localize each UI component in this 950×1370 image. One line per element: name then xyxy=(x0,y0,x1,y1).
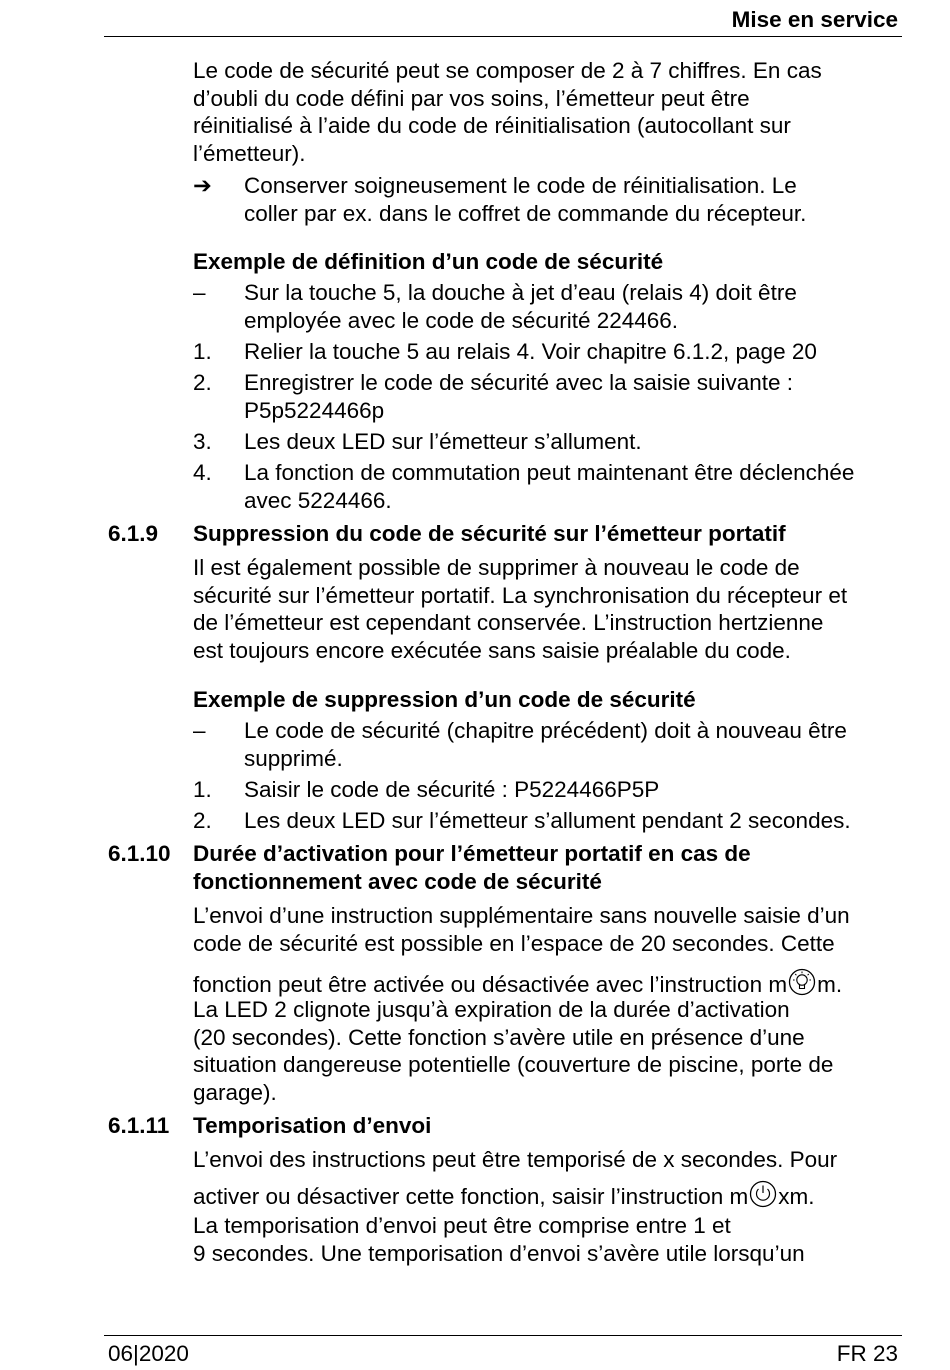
section-6-1-11-paragraph-2: La temporisation d’envoi peut être comprise entre 1 et 9 secondes. Une temporisation d’envoi s’avère utile lorsqu’un xyxy=(193,1213,805,1266)
list-item-text: Les deux LED sur l’émetteur s’allument. xyxy=(244,429,642,454)
list-item xyxy=(193,369,905,424)
list-item xyxy=(193,717,905,772)
list-item xyxy=(193,807,905,835)
list-item xyxy=(193,338,905,366)
instruction-text-after: m. xyxy=(817,972,843,997)
list-item xyxy=(193,279,905,334)
list-item xyxy=(193,459,905,514)
section-6-1-10-paragraph-1: L’envoi d’une instruction supplémentaire sans nouvelle saisie d’un code de sécurité est possible en l’espace de 20 secondes. Cette xyxy=(193,903,850,956)
list-item xyxy=(193,776,905,804)
section-heading-6-1-10 xyxy=(108,840,908,895)
example-definition-heading: Exemple de définition d’un code de sécurité xyxy=(193,249,664,274)
list-marker: 4. xyxy=(193,460,212,485)
section-number: 6.1.10 xyxy=(108,841,171,866)
intro-paragraph: Le code de sécurité peut se composer de 2 à 7 chiffres. En cas d’oubli du code défini par vos soins, l’émetteur peut être réinitialisé à l’aide du code de réinitialisation (autocollant sur l’émetteur). xyxy=(193,58,822,166)
instruction-text-before: fonction peut être activée ou désactivée avec l’instruction m xyxy=(193,972,788,997)
list-item-text: Enregistrer le code de sécurité avec la saisie suivante : P5p5224466p xyxy=(244,370,794,423)
arrow-marker-icon: ➔ xyxy=(193,173,212,198)
section-title: Suppression du code de sécurité sur l’émetteur portatif xyxy=(193,521,786,546)
section-title: Temporisation d’envoi xyxy=(193,1113,432,1138)
footer-date: 06|2020 xyxy=(108,1341,189,1366)
list-item-text: Le code de sécurité (chapitre précédent) doit à nouveau être supprimé. xyxy=(244,718,847,771)
section-6-1-11-instruction-line xyxy=(193,1180,905,1215)
example-deletion-heading: Exemple de suppression d’un code de sécurité xyxy=(193,687,696,712)
list-item-text: Saisir le code de sécurité : P5224466P5P xyxy=(244,777,660,802)
list-item xyxy=(193,428,905,456)
section-6-1-11-paragraph-1: L’envoi des instructions peut être temporisé de x secondes. Pour xyxy=(193,1147,838,1172)
section-heading-6-1-9 xyxy=(108,520,908,548)
instruction-text-after: xm. xyxy=(778,1184,815,1209)
list-item-text: Sur la touche 5, la douche à jet d’eau (relais 4) doit être employée avec le code de sécurité 224466. xyxy=(244,280,797,333)
list-marker: 2. xyxy=(193,370,212,395)
section-heading-6-1-11 xyxy=(108,1112,908,1140)
section-6-1-9-paragraph: Il est également possible de supprimer à nouveau le code de sécurité sur l’émetteur portatif. La synchronisation du récepteur et de l’émetteur est cependant conservée. L’instruction hertzienne est toujours encore exécutée sans saisie préalable du code. xyxy=(193,555,848,663)
intro-note xyxy=(193,172,905,227)
power-button-icon xyxy=(748,1180,778,1215)
list-marker: 2. xyxy=(193,808,212,833)
list-item-text: La fonction de commutation peut maintenant être déclenchée avec 5224466. xyxy=(244,460,855,513)
list-marker: 3. xyxy=(193,429,212,454)
list-marker: 1. xyxy=(193,777,212,802)
page-header-title: Mise en service xyxy=(731,7,898,32)
intro-note-text: Conserver soigneusement le code de réinitialisation. Le coller par ex. dans le coffret de commande du récepteur. xyxy=(244,173,807,226)
section-6-1-10-paragraph-2: La LED 2 clignote jusqu’à expiration de la durée d’activation (20 secondes). Cette fonction s’avère utile en présence d’une situation dangereuse potentielle (couverture de piscine, porte de garage). xyxy=(193,997,834,1105)
list-marker: – xyxy=(193,280,206,305)
list-item-text: Les deux LED sur l’émetteur s’allument pendant 2 secondes. xyxy=(244,808,851,833)
section-number: 6.1.9 xyxy=(108,521,159,546)
section-number: 6.1.11 xyxy=(108,1113,170,1138)
header-divider xyxy=(104,36,902,37)
list-item-text: Relier la touche 5 au relais 4. Voir chapitre 6.1.2, page 20 xyxy=(244,339,817,364)
footer-divider xyxy=(104,1335,902,1336)
section-title: Durée d’activation pour l’émetteur portatif en cas de fonctionnement avec code de sécurité xyxy=(193,841,751,894)
instruction-text-before: activer ou désactiver cette fonction, saisir l’instruction m xyxy=(193,1184,749,1209)
list-marker: 1. xyxy=(193,339,212,364)
list-marker: – xyxy=(193,718,206,743)
page-number: FR 23 xyxy=(836,1341,898,1366)
